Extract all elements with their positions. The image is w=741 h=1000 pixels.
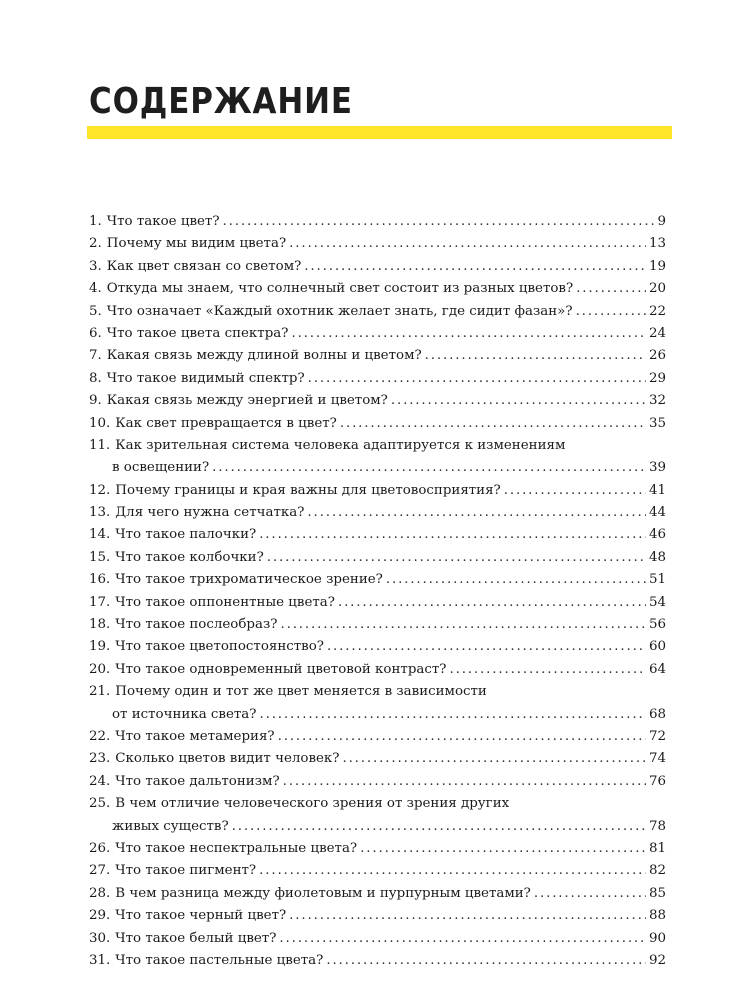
toc-dot-leader: [504, 480, 646, 502]
toc-page-number: 78: [648, 818, 666, 834]
toc-entry-number: 4.: [89, 281, 102, 297]
toc-entry-line: [89, 860, 666, 882]
toc-entry-number: 14.: [89, 527, 111, 543]
toc-entry-number: 1.: [89, 214, 102, 229]
toc-page-number: 35: [648, 415, 666, 431]
toc-dot-leader: [449, 659, 645, 681]
toc-page-number: 60: [648, 639, 666, 655]
toc-entry[interactable]: [89, 726, 666, 748]
toc-page-number: 90: [648, 930, 666, 946]
toc-entry-title: Для чего нужна сетчатка?: [115, 505, 305, 521]
toc-entry-line: [89, 928, 666, 950]
toc-entry-number: 11.: [89, 437, 111, 453]
toc-dot-leader: [304, 256, 646, 278]
toc-dot-leader: [576, 301, 646, 323]
toc-entry-number: 21.: [89, 684, 111, 700]
toc-entry[interactable]: [89, 301, 666, 323]
toc-entry-line: [89, 793, 666, 815]
toc-page-number: 20: [648, 281, 666, 297]
toc-entry-number: 28.: [89, 885, 111, 901]
toc-entry-line: [89, 345, 666, 367]
toc-entry[interactable]: [89, 413, 666, 435]
toc-entry-title: Что такое черный цвет?: [115, 908, 287, 924]
toc-dot-leader: [289, 233, 646, 255]
toc-entry-line: [89, 636, 666, 658]
toc-entry-number: 30.: [89, 930, 111, 946]
toc-entry-line: [89, 301, 666, 323]
toc-entry[interactable]: [89, 636, 666, 658]
toc-page-number: 51: [648, 572, 666, 588]
toc-entry-title: Что такое цвета спектра?: [106, 325, 289, 341]
toc-entry-title: живых существ?: [112, 818, 229, 834]
toc-entry-number: 22.: [89, 728, 111, 744]
toc-entry-title: Что такое палочки?: [115, 527, 257, 543]
toc-entry-number: 5.: [89, 303, 102, 319]
toc-dot-leader: [259, 524, 646, 546]
toc-entry-line: [89, 547, 666, 569]
toc-page-number: 64: [648, 661, 666, 677]
toc-page-number: 29: [648, 370, 666, 386]
toc-dot-leader: [342, 748, 646, 770]
toc-dot-leader: [391, 390, 646, 412]
toc-entry[interactable]: [89, 614, 666, 636]
toc-entry-line: [89, 278, 666, 300]
toc-entry-line: [89, 524, 666, 546]
toc-entry-title: Что такое колбочки?: [115, 549, 264, 565]
toc-dot-leader: [223, 211, 655, 233]
toc-entry-line: [89, 659, 666, 681]
toc-entry-title: в освещении?: [112, 460, 210, 476]
toc-dot-leader: [386, 569, 646, 591]
toc-page-number: 19: [648, 258, 666, 274]
toc-entry-number: 16.: [89, 572, 111, 588]
toc-entry-title: Что такое видимый спектр?: [106, 370, 305, 386]
toc-entry-number: 3.: [89, 258, 102, 274]
toc-entry[interactable]: [89, 748, 666, 770]
toc-entry[interactable]: [89, 771, 666, 793]
toc-dot-leader: [576, 278, 646, 300]
toc-entry-line: [89, 681, 666, 703]
toc-entry-title: от источника света?: [112, 706, 257, 722]
toc-entry-number: 2.: [89, 236, 102, 252]
toc-page-number: 9: [657, 214, 666, 229]
toc-entry-line: [89, 368, 666, 390]
toc-entry-line: [89, 883, 666, 905]
toc-entry-number: 27.: [89, 863, 111, 879]
toc-entry[interactable]: [89, 659, 666, 681]
toc-entry-title: Что такое пастельные цвета?: [115, 952, 324, 968]
toc-entry[interactable]: [89, 256, 666, 278]
toc-dot-leader: [259, 704, 645, 726]
toc-dot-leader: [291, 323, 646, 345]
toc-entry-number: 26.: [89, 840, 111, 856]
toc-entry[interactable]: [89, 793, 666, 838]
toc-entry-title: Почему границы и края важны для цветовосприятия?: [115, 482, 501, 498]
toc-entry-line: [89, 323, 666, 345]
toc-page-number: 74: [648, 751, 666, 767]
toc-entry-title: Что такое цветопостоянство?: [115, 639, 324, 655]
toc-entry-line: [89, 390, 666, 412]
toc-dot-leader: [307, 502, 646, 524]
toc-entry[interactable]: [89, 502, 666, 524]
toc-entry[interactable]: [89, 233, 666, 255]
toc-entry[interactable]: [89, 211, 666, 233]
toc-entry[interactable]: [89, 569, 666, 591]
toc-page-number: 81: [648, 840, 666, 856]
toc-entry[interactable]: [89, 860, 666, 882]
toc-dot-leader: [326, 950, 646, 972]
toc-entry[interactable]: [89, 905, 666, 927]
toc-page-number: 68: [648, 706, 666, 722]
toc-entry[interactable]: [89, 547, 666, 569]
toc-page-number: 72: [648, 728, 666, 744]
title-underline-bar: [87, 126, 672, 139]
toc-entry[interactable]: [89, 928, 666, 950]
toc-page-number: 48: [648, 549, 666, 565]
toc-entry-title: Что такое трихроматическое зрение?: [115, 572, 383, 588]
toc-page-number: 85: [648, 885, 666, 901]
toc-dot-leader: [212, 457, 646, 479]
toc-entry[interactable]: [89, 435, 666, 480]
toc-entry-title: Что такое одновременный цветовой контраст?: [115, 661, 447, 677]
toc-dot-leader: [283, 771, 646, 793]
toc-dot-leader: [279, 928, 646, 950]
toc-page-number: 46: [648, 527, 666, 543]
toc-entry-line: [89, 480, 666, 502]
toc-dot-leader: [280, 614, 645, 636]
toc-entry-title: Что такое белый цвет?: [115, 930, 277, 946]
toc-entry-number: 23.: [89, 751, 111, 767]
toc-page-number: 82: [648, 863, 666, 879]
toc-page-number: 24: [648, 325, 666, 341]
toc-page-number: 26: [648, 348, 666, 364]
toc-page-number: 32: [648, 393, 666, 409]
toc-entry[interactable]: [89, 345, 666, 367]
toc-dot-leader: [534, 883, 646, 905]
toc-entry-title: Что такое дальтонизм?: [115, 773, 280, 789]
toc-entry-number: 6.: [89, 325, 102, 341]
toc-entry-line: [89, 771, 666, 793]
toc-entry-number: 19.: [89, 639, 111, 655]
toc-entry[interactable]: [89, 524, 666, 546]
toc-dot-leader: [259, 860, 646, 882]
toc-page-number: 76: [648, 773, 666, 789]
toc-entry-line: [89, 592, 666, 614]
toc-page-number: 41: [648, 482, 666, 498]
toc-entry-number: 18.: [89, 617, 111, 633]
toc-dot-leader: [278, 726, 646, 748]
toc-page-number: 56: [648, 617, 666, 633]
toc-entry-number: 7.: [89, 348, 102, 364]
toc-entry[interactable]: [89, 480, 666, 502]
toc-page-number: 92: [648, 952, 666, 968]
toc-entry-number: 20.: [89, 661, 111, 677]
toc-entry-title: Какая связь между длиной волны и цветом?: [106, 348, 422, 364]
table-of-contents: [89, 211, 666, 972]
toc-page-number: 88: [648, 908, 666, 924]
toc-entry[interactable]: [89, 278, 666, 300]
toc-dot-leader: [308, 368, 646, 390]
toc-entry-line: [89, 748, 666, 770]
toc-entry-number: 13.: [89, 505, 111, 521]
toc-page-number: 13: [648, 236, 666, 252]
toc-entry-continuation-line: [89, 457, 666, 479]
toc-entry-title: Что такое неспектральные цвета?: [115, 840, 358, 856]
toc-entry-title: Как свет превращается в цвет?: [115, 415, 337, 431]
toc-entry-number: 15.: [89, 549, 111, 565]
toc-dot-leader: [232, 816, 646, 838]
toc-dot-leader: [289, 905, 646, 927]
toc-entry-title: Почему мы видим цвета?: [106, 236, 287, 252]
toc-entry-title: Откуда мы знаем, что солнечный свет состоит из разных цветов?: [106, 281, 574, 297]
page-title: СОДЕРЖАНИЕ: [89, 81, 353, 122]
toc-entry-line: [89, 502, 666, 524]
toc-entry-number: 12.: [89, 482, 111, 498]
toc-entry-number: 25.: [89, 796, 111, 812]
toc-dot-leader: [425, 345, 646, 367]
toc-entry-line: [89, 614, 666, 636]
toc-entry-title: Что такое оппонентные цвета?: [115, 594, 335, 610]
toc-entry-number: 17.: [89, 594, 111, 610]
toc-dot-leader: [340, 413, 646, 435]
toc-entry-line: [89, 256, 666, 278]
toc-entry-line: [89, 413, 666, 435]
toc-entry-line: [89, 905, 666, 927]
toc-entry-title: Как зрительная система человека адаптируется к изменениям: [115, 437, 566, 453]
toc-entry-number: 9.: [89, 393, 102, 409]
toc-entry-title: Что такое пигмент?: [115, 863, 257, 879]
toc-entry[interactable]: [89, 592, 666, 614]
toc-entry[interactable]: [89, 883, 666, 905]
toc-entry[interactable]: [89, 950, 666, 972]
toc-entry-title: Как цвет связан со светом?: [106, 258, 302, 274]
toc-entry-number: 10.: [89, 415, 111, 431]
toc-entry-line: [89, 838, 666, 860]
toc-entry-continuation-line: [89, 816, 666, 838]
toc-page-number: 22: [648, 303, 666, 319]
toc-page-number: 54: [648, 594, 666, 610]
toc-dot-leader: [360, 838, 646, 860]
toc-entry[interactable]: [89, 390, 666, 412]
toc-dot-leader: [267, 547, 646, 569]
toc-entry-line: [89, 726, 666, 748]
toc-entry-line: [89, 435, 666, 457]
toc-page-number: 39: [648, 460, 666, 476]
toc-entry-title: Что такое послеобраз?: [115, 617, 278, 633]
toc-entry-number: 8.: [89, 370, 102, 386]
toc-entry-title: В чем отличие человеческого зрения от зрения других: [115, 796, 510, 812]
toc-entry-title: Почему один и тот же цвет меняется в зависимости: [115, 684, 487, 700]
toc-entry-line: [89, 211, 666, 233]
toc-entry[interactable]: [89, 838, 666, 860]
toc-entry-title: Какая связь между энергией и цветом?: [106, 393, 388, 409]
toc-entry-title: Сколько цветов видит человек?: [115, 751, 340, 767]
toc-entry-number: 24.: [89, 773, 111, 789]
toc-page-number: 44: [648, 505, 666, 521]
toc-entry-title: Что такое цвет?: [106, 214, 220, 229]
toc-entry-title: Что означает «Каждый охотник желает знать, где сидит фазан»?: [106, 303, 573, 319]
toc-dot-leader: [327, 636, 646, 658]
toc-entry-title: Что такое метамерия?: [115, 728, 275, 744]
toc-entry-continuation-line: [89, 704, 666, 726]
toc-entry-title: В чем разница между фиолетовым и пурпурным цветами?: [115, 885, 531, 901]
toc-entry[interactable]: [89, 323, 666, 345]
toc-dot-leader: [338, 592, 646, 614]
toc-entry[interactable]: [89, 681, 666, 726]
toc-entry-line: [89, 233, 666, 255]
toc-entry-number: 29.: [89, 908, 111, 924]
toc-entry-number: 31.: [89, 952, 111, 968]
toc-entry-line: [89, 569, 666, 591]
toc-entry[interactable]: [89, 368, 666, 390]
toc-entry-line: [89, 950, 666, 972]
